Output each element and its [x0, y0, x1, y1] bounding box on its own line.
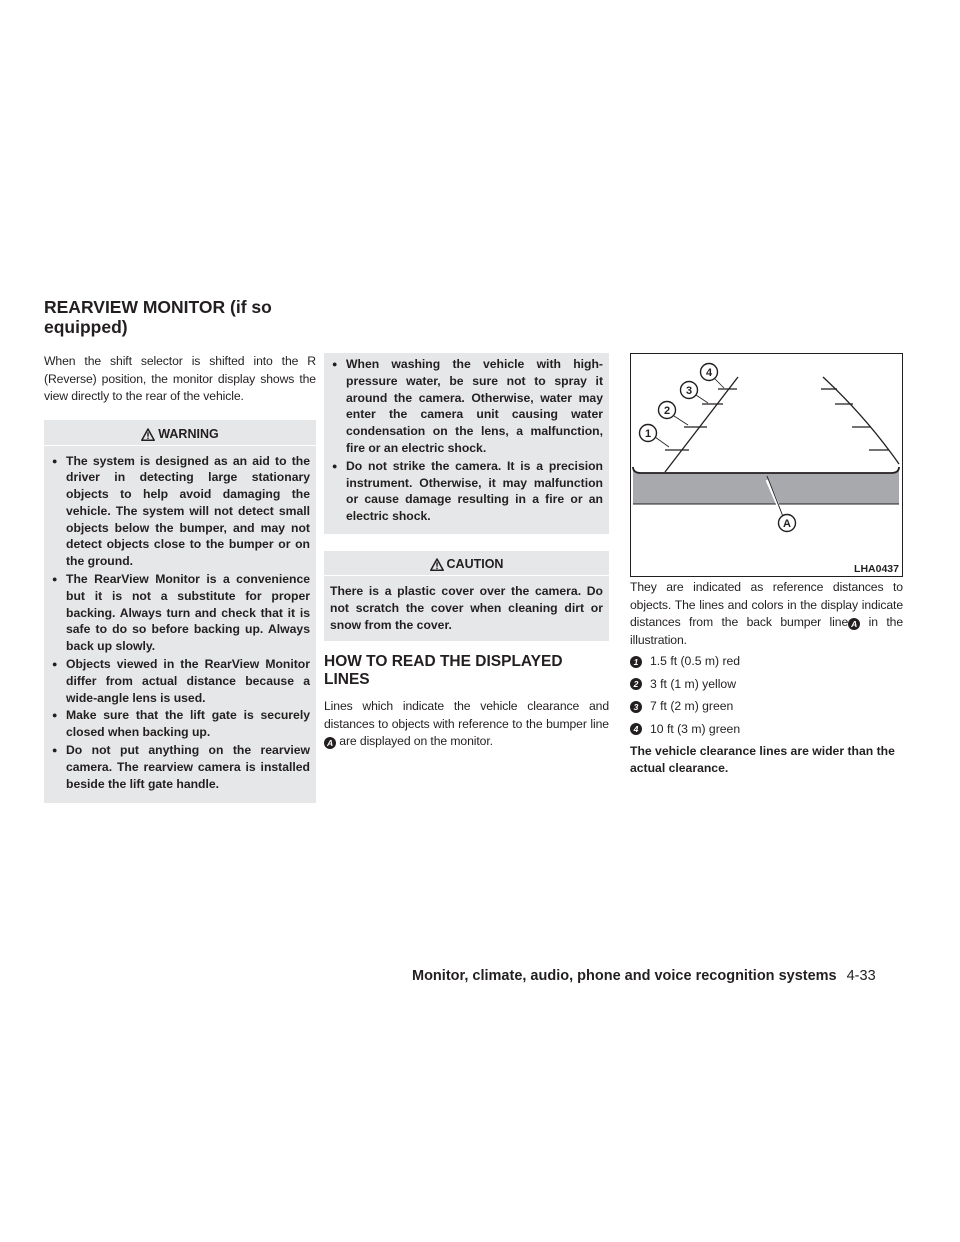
warning-item: ● The RearView Monitor is a convenience but it is not a substitute for proper backing. Always turn and check that it is safe to do so before backing up. Always back up slowly. — [50, 571, 310, 655]
warning-triangle-icon — [141, 428, 155, 441]
warning-continued-list — [330, 356, 603, 525]
how-to-heading: HOW TO READ THE DISPLAYED LINES — [324, 653, 563, 689]
caution-text: There is a plastic cover over the camera. Do not scratch the cover when cleaning dirt or snow from the cover. — [330, 583, 603, 632]
column-3 — [630, 353, 903, 777]
how-to-text-before: Lines which indicate the vehicle clearance and distances to objects with reference to the bumper line — [324, 699, 609, 731]
warning-item: ● When washing the vehicle with high-pressure water, be sure not to spray it around the camera. Otherwise, water may enter the camera unit causing water condensation on the lens, a malfunction, fire or an electric shock. — [330, 356, 603, 457]
reference-text-before: They are indicated as reference distances to objects. The lines and colors in the display indicate distances from the back bumper line — [630, 580, 903, 629]
warning-heading-label: WARNING — [158, 427, 219, 441]
warning-heading — [44, 424, 316, 446]
distance-number: 3 — [630, 701, 642, 713]
reference-paragraph — [630, 579, 903, 649]
distance-item — [630, 676, 903, 694]
figure-label-2 — [659, 402, 676, 419]
figure-label-4 — [701, 364, 718, 381]
callout-a: A — [324, 737, 336, 749]
distance-text: 1.5 ft (0.5 m) red — [650, 654, 741, 668]
leader-3 — [696, 395, 708, 403]
column-1 — [44, 353, 316, 803]
how-to-text-after: are displayed on the monitor. — [339, 734, 493, 749]
rearview-lines-figure — [630, 353, 903, 577]
svg-text:1: 1 — [644, 428, 652, 440]
section-title: REARVIEW MONITOR (if so equipped) — [44, 297, 272, 337]
svg-text:4: 4 — [705, 367, 713, 379]
warning-item: ● The system is designed as an aid to the driver in detecting large stationary objects to help avoid damaging the vehicle. The system will not detect small objects below the bumper, and may not detect objects close to the bumper or on the ground. — [50, 453, 310, 571]
reference-text-after: in the illustration. — [630, 615, 903, 647]
left-guide-line — [665, 377, 738, 472]
caution-triangle-icon — [430, 558, 444, 571]
warning-item: ● Do not put anything on the rearview camera. The rearview camera is installed beside the lift gate handle. — [50, 742, 310, 792]
figure-id: LHA0437 — [854, 563, 899, 575]
distance-number: 1 — [630, 656, 642, 668]
caution-heading — [324, 554, 609, 576]
warning-item: ● Do not strike the camera. It is a precision instrument. Otherwise, it may malfunction or cause damage resulting in a fire or an electric shock. — [330, 458, 603, 525]
column-2 — [324, 353, 609, 751]
svg-text:2: 2 — [663, 405, 671, 417]
svg-text:3: 3 — [685, 385, 693, 397]
how-to-paragraph — [324, 698, 609, 751]
leader-1 — [655, 437, 669, 447]
caution-heading-label: CAUTION — [446, 557, 504, 572]
right-guide-line — [823, 377, 899, 464]
clearance-note: The vehicle clearance lines are wider than the actual clearance. — [630, 744, 895, 775]
leader-2 — [674, 416, 688, 425]
distance-text: 7 ft (2 m) green — [650, 699, 734, 713]
distance-item — [630, 721, 903, 739]
figure-label-1 — [640, 425, 657, 442]
warning-list — [50, 453, 310, 793]
guide-lines-illustration — [631, 354, 901, 575]
warning-item: ● Make sure that the lift gate is securely closed when backing up. — [50, 707, 310, 741]
footer-chapter: Monitor, climate, audio, phone and voice recognition systems — [412, 968, 837, 984]
distance-text: 3 ft (1 m) yellow — [650, 676, 737, 691]
bumper-line — [633, 467, 899, 473]
warning-continued-box — [324, 353, 609, 534]
leader-4 — [714, 378, 724, 388]
warning-box — [44, 420, 316, 804]
distance-item — [630, 653, 903, 671]
callout-a: A — [848, 618, 860, 630]
distance-list — [630, 653, 903, 738]
distance-item — [630, 698, 903, 716]
distance-text: 10 ft (3 m) green — [650, 721, 741, 736]
page-footer — [412, 968, 876, 984]
page-number: 4-33 — [846, 968, 876, 984]
distance-number: 2 — [630, 678, 642, 690]
caution-box — [324, 551, 609, 641]
distance-number: 4 — [630, 723, 642, 735]
figure-label-a — [779, 515, 796, 532]
intro-paragraph: When the shift selector is shifted into the R (Reverse) position, the monitor display shows the view directly to the rear of the vehicle. — [44, 354, 316, 403]
warning-item: ● Objects viewed in the RearView Monitor differ from actual distance because a wide-angle lens is used. — [50, 656, 310, 706]
figure-label-3 — [681, 382, 698, 399]
svg-text:A: A — [783, 518, 791, 530]
